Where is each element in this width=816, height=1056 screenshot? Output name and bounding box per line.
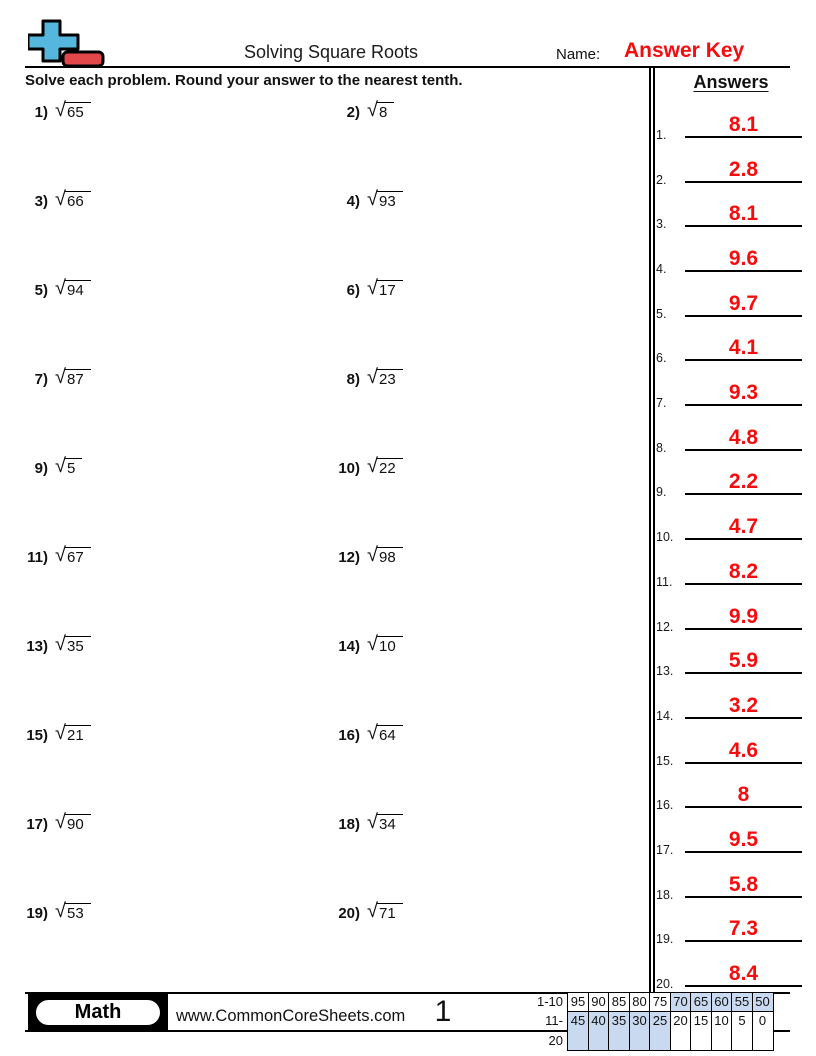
answer-value: 8.1: [728, 202, 759, 226]
grading-cell: 35: [608, 1011, 630, 1051]
radical-sign-icon: √: [367, 722, 378, 744]
problem-number: 8): [346, 371, 360, 388]
radical-sign-icon: √: [55, 544, 66, 566]
answers-divider-double-line: [649, 68, 655, 992]
problem-number: 14): [338, 638, 360, 655]
answer-row: [656, 93, 806, 142]
radicand-value: 17: [377, 280, 403, 298]
answer-row: [656, 138, 806, 187]
radical-sign-icon: √: [55, 366, 66, 388]
grading-table: [531, 992, 774, 1051]
answer-number: 13.: [656, 664, 674, 679]
radicand-value: 5: [65, 458, 82, 476]
answer-number: 15.: [656, 753, 674, 768]
answer-row: [656, 898, 806, 947]
problem-number: 5): [34, 282, 48, 299]
answer-value: 7.3: [728, 917, 759, 941]
answer-value: 5.8: [728, 872, 759, 896]
name-value-answer-key: Answer Key: [624, 39, 745, 62]
answer-value: 4.8: [728, 425, 759, 449]
problem-item: [332, 366, 638, 459]
radical-expression: [367, 544, 403, 566]
problem-number: 19): [26, 905, 48, 922]
grading-cell: 30: [629, 1011, 651, 1051]
grading-row-label: 1-10: [536, 994, 563, 1009]
problem-item: [20, 188, 332, 281]
radicand-value: 35: [65, 636, 91, 654]
radicand-value: 66: [65, 191, 91, 209]
problem-number: 18): [338, 816, 360, 833]
answer-blank-line: [685, 985, 802, 987]
problem-item: [332, 277, 638, 370]
problem-item: [20, 900, 332, 993]
radical-expression: [55, 277, 91, 299]
grading-cells: [567, 1011, 774, 1051]
radicand-value: 53: [65, 903, 91, 921]
radical-expression: [367, 811, 403, 833]
problem-number: 11): [27, 549, 48, 566]
answer-row: [656, 361, 806, 411]
answer-row: [656, 272, 806, 321]
answer-row: [656, 183, 806, 232]
problem-number: 1): [34, 104, 48, 121]
radicand-value: 64: [377, 725, 403, 743]
radicand-value: 65: [65, 102, 91, 120]
radicand-value: 98: [377, 547, 403, 565]
answer-row: [656, 942, 806, 992]
answer-row: [656, 227, 806, 277]
grading-cell: 55: [731, 992, 753, 1012]
answer-value: 8: [737, 783, 750, 807]
answer-row: [656, 630, 806, 679]
radical-sign-icon: √: [367, 99, 378, 121]
answer-value: 2.2: [728, 470, 759, 494]
answer-number: 3.: [656, 217, 667, 232]
radical-sign-icon: √: [367, 455, 378, 477]
grading-cell: 20: [670, 1011, 692, 1051]
radical-expression: [367, 366, 403, 388]
radical-expression: [55, 366, 91, 388]
answer-number: 7.: [656, 396, 667, 411]
problems-grid: [20, 99, 638, 993]
radical-sign-icon: √: [367, 366, 378, 388]
grading-cell: 80: [629, 992, 651, 1012]
problem-item: [332, 900, 638, 993]
answer-row: [656, 540, 806, 589]
radical-expression: [367, 722, 403, 744]
problem-number: 6): [346, 282, 360, 299]
problem-item: [20, 277, 332, 370]
instructions-text: Solve each problem. Round your answer to the nearest tenth.: [25, 72, 463, 89]
radical-sign-icon: √: [55, 722, 66, 744]
answer-number: 19.: [656, 932, 674, 947]
grading-cell: 0: [752, 1011, 774, 1051]
problem-number: 15): [26, 727, 48, 744]
grading-cell: 70: [670, 992, 692, 1012]
grading-cell: 15: [690, 1011, 712, 1051]
answer-value: 3.2: [728, 693, 759, 717]
problem-item: [332, 633, 638, 726]
answer-number: 5.: [656, 306, 667, 321]
problem-number: 7): [34, 371, 48, 388]
problem-item: [20, 544, 332, 637]
radical-expression: [55, 455, 82, 477]
answer-number: 16.: [656, 798, 674, 813]
radicand-value: 93: [377, 191, 403, 209]
radicand-value: 87: [65, 369, 91, 387]
grading-cell: 90: [588, 992, 610, 1012]
grading-cell: 85: [608, 992, 630, 1012]
answer-number: 10.: [656, 530, 674, 545]
radicand-value: 23: [377, 369, 403, 387]
answer-row: [656, 853, 806, 902]
radical-expression: [55, 544, 91, 566]
radicand-value: 67: [65, 547, 91, 565]
problem-number: 16): [338, 727, 360, 744]
answer-value: 9.3: [728, 381, 759, 405]
grading-cell: 45: [567, 1011, 589, 1051]
name-label: Name:: [556, 46, 601, 63]
radical-expression: [367, 633, 403, 655]
answer-number: 8.: [656, 440, 667, 455]
answer-number: 4.: [656, 262, 667, 277]
answer-value: 4.6: [728, 738, 759, 762]
radical-sign-icon: √: [367, 188, 378, 210]
grading-cell: 75: [649, 992, 671, 1012]
grading-cell: 10: [711, 1011, 733, 1051]
problem-number: 9): [34, 460, 48, 477]
problem-item: [332, 811, 638, 904]
grading-cells: [567, 992, 774, 1012]
radical-sign-icon: √: [55, 811, 66, 833]
answers-list: [656, 93, 806, 992]
radicand-value: 71: [377, 903, 403, 921]
answer-value: 8.2: [728, 559, 759, 583]
grading-cell: 65: [690, 992, 712, 1012]
page-title: Solving Square Roots: [243, 42, 419, 62]
problem-number: 4): [346, 193, 360, 210]
grading-cell: 5: [731, 1011, 753, 1051]
answer-row: [656, 674, 806, 723]
brand-logo: [28, 994, 168, 1031]
header-rule: [25, 66, 790, 68]
answer-number: 17.: [656, 842, 674, 857]
grading-cell: 60: [711, 992, 733, 1012]
radical-sign-icon: √: [55, 633, 66, 655]
radical-sign-icon: √: [55, 277, 66, 299]
radical-sign-icon: √: [367, 633, 378, 655]
website-link: www.CommonCoreSheets.com: [176, 1007, 406, 1025]
answer-value: 8.4: [728, 962, 759, 986]
grading-cell: 40: [588, 1011, 610, 1051]
answer-value: 9.9: [728, 604, 759, 628]
radicand-value: 10: [377, 636, 403, 654]
problem-item: [332, 188, 638, 281]
answer-number: 6.: [656, 351, 667, 366]
answer-value: 2.8: [728, 157, 759, 181]
answer-value: 4.7: [728, 515, 759, 539]
radicand-value: 21: [65, 725, 91, 743]
answer-row: [656, 317, 806, 366]
radical-expression: [55, 722, 91, 744]
answer-number: 12.: [656, 619, 674, 634]
radical-expression: [55, 188, 91, 210]
answer-value: 9.6: [728, 247, 759, 271]
answer-row: [656, 585, 806, 634]
problem-item: [20, 366, 332, 459]
answer-number: 11.: [656, 574, 673, 589]
radicand-value: 8: [377, 102, 394, 120]
grading-row: [531, 1011, 774, 1051]
radical-expression: [55, 633, 91, 655]
answer-row: [656, 808, 806, 857]
problem-number: 20): [338, 905, 360, 922]
radical-sign-icon: √: [55, 188, 66, 210]
radical-sign-icon: √: [367, 277, 378, 299]
problem-item: [332, 455, 638, 548]
answer-row: [656, 495, 806, 545]
problem-item: [332, 99, 638, 192]
brand-label: Math: [34, 998, 162, 1027]
radical-sign-icon: √: [367, 811, 378, 833]
answer-row: [656, 406, 806, 455]
problem-item: [332, 722, 638, 815]
grading-cell: 25: [649, 1011, 671, 1051]
answer-number: 14.: [656, 708, 674, 723]
radical-sign-icon: √: [367, 900, 378, 922]
radical-expression: [367, 99, 394, 121]
problem-item: [332, 544, 638, 637]
problem-item: [20, 811, 332, 904]
radical-expression: [367, 900, 403, 922]
radical-expression: [55, 99, 91, 121]
problem-number: 2): [346, 104, 360, 121]
radical-sign-icon: √: [55, 900, 66, 922]
page-number: 1: [434, 995, 452, 1028]
radical-expression: [367, 188, 403, 210]
answer-number: 2.: [656, 172, 667, 187]
grading-cell: 50: [752, 992, 774, 1012]
answer-number: 20.: [656, 977, 674, 992]
radical-expression: [55, 900, 91, 922]
problem-item: [20, 633, 332, 726]
answer-row: [656, 719, 806, 768]
radical-expression: [367, 455, 403, 477]
radical-expression: [367, 277, 403, 299]
answer-value: 9.7: [728, 291, 759, 315]
grading-row-label: 11-20: [545, 1012, 563, 1048]
radical-sign-icon: √: [55, 99, 66, 121]
answer-row: [656, 764, 806, 813]
problem-number: 10): [338, 460, 360, 477]
radicand-value: 34: [377, 814, 403, 832]
answer-number: 9.: [656, 485, 667, 500]
problem-number: 13): [26, 638, 48, 655]
radicand-value: 94: [65, 280, 91, 298]
grading-cell: 95: [567, 992, 589, 1012]
answer-value: 5.9: [728, 649, 759, 673]
problem-item: [20, 722, 332, 815]
answer-value: 9.5: [728, 827, 759, 851]
answer-number: 1.: [656, 127, 667, 142]
problem-number: 12): [338, 549, 360, 566]
grading-row: [531, 992, 774, 1012]
answer-value: 4.1: [728, 336, 759, 360]
radical-sign-icon: √: [367, 544, 378, 566]
radical-expression: [55, 811, 91, 833]
answer-number: 18.: [656, 887, 674, 902]
radicand-value: 90: [65, 814, 91, 832]
answers-column-title: Answers: [693, 72, 769, 92]
answer-row: [656, 451, 806, 500]
problem-item: [20, 99, 332, 192]
problem-item: [20, 455, 332, 548]
radicand-value: 22: [377, 458, 403, 476]
answer-value: 8.1: [728, 112, 759, 136]
radical-sign-icon: √: [55, 455, 66, 477]
problem-number: 3): [34, 193, 48, 210]
problem-number: 17): [26, 816, 48, 833]
